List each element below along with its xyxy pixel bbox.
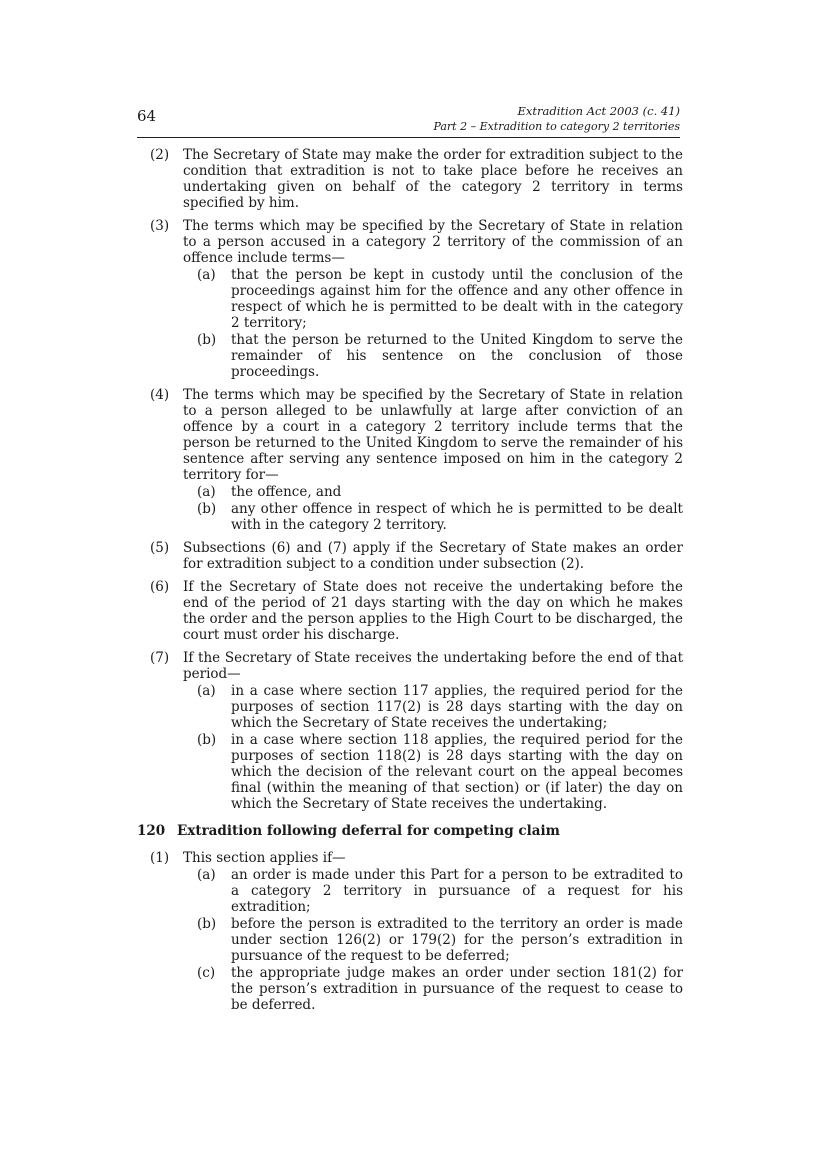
subsection <box>150 850 683 1013</box>
paragraph-text: any other offence in respect of which he is permitted to be dealt with in the category 2 territory. <box>231 501 683 533</box>
subsection-number: (1) <box>150 850 170 866</box>
subsection-text: The terms which may be specified by the Secretary of State in relation to a person accused in a category 2 territory of the commission of an offence include terms— <box>183 218 683 266</box>
paragraph <box>197 501 683 533</box>
section-120-body <box>150 850 683 1020</box>
subsection <box>150 540 683 572</box>
section-number: 120 <box>137 823 166 839</box>
subsection-number: (5) <box>150 540 170 556</box>
subsection-number: (7) <box>150 650 170 666</box>
paragraph-number: (a) <box>197 683 216 699</box>
paragraph-number: (c) <box>197 965 216 981</box>
paragraph-number: (b) <box>197 332 217 348</box>
subsection <box>150 147 683 211</box>
paragraph-text: the offence, and <box>231 484 342 500</box>
paragraph-number: (a) <box>197 267 216 283</box>
subsection-content <box>183 540 683 572</box>
paragraph-number: (b) <box>197 916 217 932</box>
subsection <box>150 218 683 380</box>
subsection <box>150 650 683 812</box>
paragraph-number: (a) <box>197 484 216 500</box>
subsection-number: (2) <box>150 147 170 163</box>
paragraph-text: before the person is extradited to the territory an order is made under section 126(2) or 179(2) for the person’s extradition in pursuance of the request to be deferred; <box>231 916 683 964</box>
paragraph-text: that the person be returned to the United Kingdom to serve the remainder of his sentence on the conclusion of those proceedings. <box>231 332 683 380</box>
subsection-text: The Secretary of State may make the order for extradition subject to the condition that extradition is not to take place before he receives an undertaking given on behalf of the category 2 territory in terms specified by him. <box>183 147 683 211</box>
paragraph-number: (a) <box>197 867 216 883</box>
paragraph-number: (b) <box>197 732 217 748</box>
subsection-number: (6) <box>150 579 170 595</box>
subsection-content <box>183 147 683 211</box>
subsection <box>150 579 683 643</box>
subsection-text: If the Secretary of State does not receive the undertaking before the end of the period of 21 days starting with the day on which he makes the order and the person applies to the High Court to be discharged, the court must order his discharge. <box>183 579 683 643</box>
section-119-continued-body <box>150 147 683 819</box>
paragraph <box>197 267 683 331</box>
part-title: Part 2 – Extradition to category 2 territories <box>433 120 680 133</box>
paragraph <box>197 484 683 500</box>
paragraph-text: an order is made under this Part for a person to be extradited to a category 2 territory in pursuance of a request for his extradition; <box>231 867 683 915</box>
paragraph-text: in a case where section 118 applies, the required period for the purposes of section 118(2) is 28 days starting with the day on which the decision of the relevant court on the appeal becomes final (within the meaning of that section) or (if later) the day on which the Secretary of State receives the undertaking. <box>231 732 683 812</box>
subsection-text: Subsections (6) and (7) apply if the Secretary of State makes an order for extradition subject to a condition under subsection (2). <box>183 540 683 572</box>
running-head <box>400 103 680 135</box>
subsection-content <box>183 218 683 380</box>
subsection-text: If the Secretary of State receives the undertaking before the end of that period— <box>183 650 683 682</box>
paragraph-text: in a case where section 117 applies, the required period for the purposes of section 117(2) is 28 days starting with the day on which the Secretary of State receives the undertaking; <box>231 683 683 731</box>
section-title: Extradition following deferral for competing claim <box>177 823 560 839</box>
paragraph <box>197 332 683 380</box>
paragraph-text: the appropriate judge makes an order under section 181(2) for the person’s extradition in pursuance of the request to cease to be deferred. <box>231 965 683 1013</box>
subsection-text: The terms which may be specified by the Secretary of State in relation to a person alleged to be unlawfully at large after conviction of an offence by a court in a category 2 territory include terms that the person be returned to the United Kingdom to serve the remainder of his sentence after serving any sentence imposed on him in the category 2 territory for— <box>183 387 683 483</box>
subsection-text: This section applies if— <box>183 850 346 866</box>
paragraph <box>197 965 683 1013</box>
header-rule <box>137 137 680 138</box>
subsection-number: (3) <box>150 218 170 234</box>
act-title: Extradition Act 2003 (c. 41) <box>517 104 680 118</box>
paragraph <box>197 916 683 964</box>
subsection-content <box>183 387 683 533</box>
subsection-content <box>183 650 683 812</box>
subsection <box>150 387 683 533</box>
page-number: 64 <box>137 107 157 125</box>
subsection-content <box>183 850 683 1013</box>
paragraph-number: (b) <box>197 501 217 517</box>
subsection-number: (4) <box>150 387 170 403</box>
paragraph <box>197 867 683 915</box>
paragraph <box>197 683 683 731</box>
paragraph-text: that the person be kept in custody until the conclusion of the proceedings against him for the offence and any other offence in respect of which he is permitted to be dealt with in the category 2 territory; <box>231 267 683 331</box>
subsection-content <box>183 579 683 643</box>
paragraph <box>197 732 683 812</box>
section-heading <box>137 823 677 839</box>
